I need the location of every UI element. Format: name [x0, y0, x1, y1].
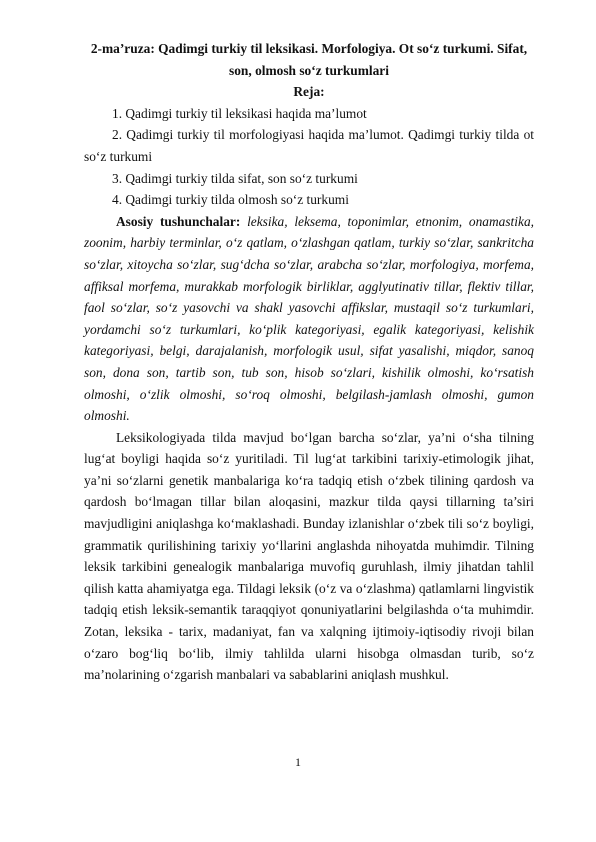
key-concepts-label: Asosiy tushunchalar:: [116, 213, 241, 229]
plan-item-2: 2. Qadimgi turkiy til morfologiyasi haqida ma’lumot. Qadimgi turkiy tilda ot so‘z turkumi: [84, 127, 534, 164]
plan-item-4: 4. Qadimgi turkiy tilda olmosh so‘z turkumi: [112, 192, 349, 208]
page-number: 1: [295, 755, 301, 769]
plan-item-1: 1. Qadimgi turkiy til leksikasi haqida ma’lumot: [112, 105, 367, 121]
key-concepts-paragraph: [84, 211, 534, 427]
plan-heading: Reja:: [293, 84, 325, 100]
lecture-title: 2-ma’ruza: Qadimgi turkiy til leksikasi. Morfologiya. Ot so‘z turkumi. Sifat, son, olmosh so‘z turkumlari: [90, 41, 528, 78]
body-paragraph: Leksikologiyada tilda mavjud bo‘lgan barcha so‘zlar, ya’ni o‘sha tilning lug‘at boyligi haqida so‘z yuritiladi. Til lug‘at tarkibini tarixiy-etimologik jihat, ya’ni so‘zlarni genetik manbalariga ko‘ra tadqiq etish o‘zbek tilining qardosh va qardosh bo‘lmagan tillar bilan aloqasini, mazkur tilda qaysi tillarning ta’siri mavjudligini aniqlashga ko‘maklashadi. Bunday izlanishlar o‘zbek tili so‘z boyligi, grammatik qurilishining tarixiy yo‘llarini anglashda nihoyatda muhimdir. Tilning leksik tarkibini genealogik manbalariga muvofiq guruhlash, ilmiy jihatdan tahlil qilish katta ahamiyatga ega. Tildagi leksik (o‘z va o‘zlashma) qatlamlarni lingvistik tadqiq etish leksik-semantik taraqqiyot qonuniyatlarini belgilashda o‘ta muhimdir. Zotan, leksika - tarix, madaniyat, fan va xalqning ijtimoiy-iqtisodiy rivoji bilan o‘zaro bog‘liq bo‘lib, ilmiy tahlilda ularni hisobga olmasdan turib, so‘z ma’nolarining o‘zgarish manbalari va sabablarini aniqlash mushkul.: [84, 429, 534, 683]
key-concepts-text: leksika, leksema, toponimlar, etnonim, onamastika, zoonim, harbiy terminlar, o‘z qatlam, o‘zlashgan qatlam, turkiy so‘zlar, sankritcha so‘zlar, xitoycha so‘zlar, sug‘dcha so‘zlar, arabcha so‘zlar, morfologiya, morfema, affiksal morfema, murakkab morfologik birliklar, agglyutinativ tillar, flektiv tillar, faol so‘zlar, so‘z yasovchi va shakl yasovchi affikslar, mustaqil so‘z turkumlari, yordamchi so‘z turkumlari, ko‘plik kategoriyasi, egalik kategoriyasi, kelishik kategoriyasi, belgi, darajalanish, morfologik usul, sifat yasalishi, miqdor, sanoq son, dona son, tartib son, tub son, hisob so‘zlari, kishilik olmoshi, ko‘rsatish olmoshi, o‘zlik olmoshi, so‘roq olmoshi, belgilash-jamlash olmoshi, gumon olmoshi.: [84, 213, 534, 424]
plan-item-3: 3. Qadimgi turkiy tilda sifat, son so‘z turkumi: [112, 170, 358, 186]
